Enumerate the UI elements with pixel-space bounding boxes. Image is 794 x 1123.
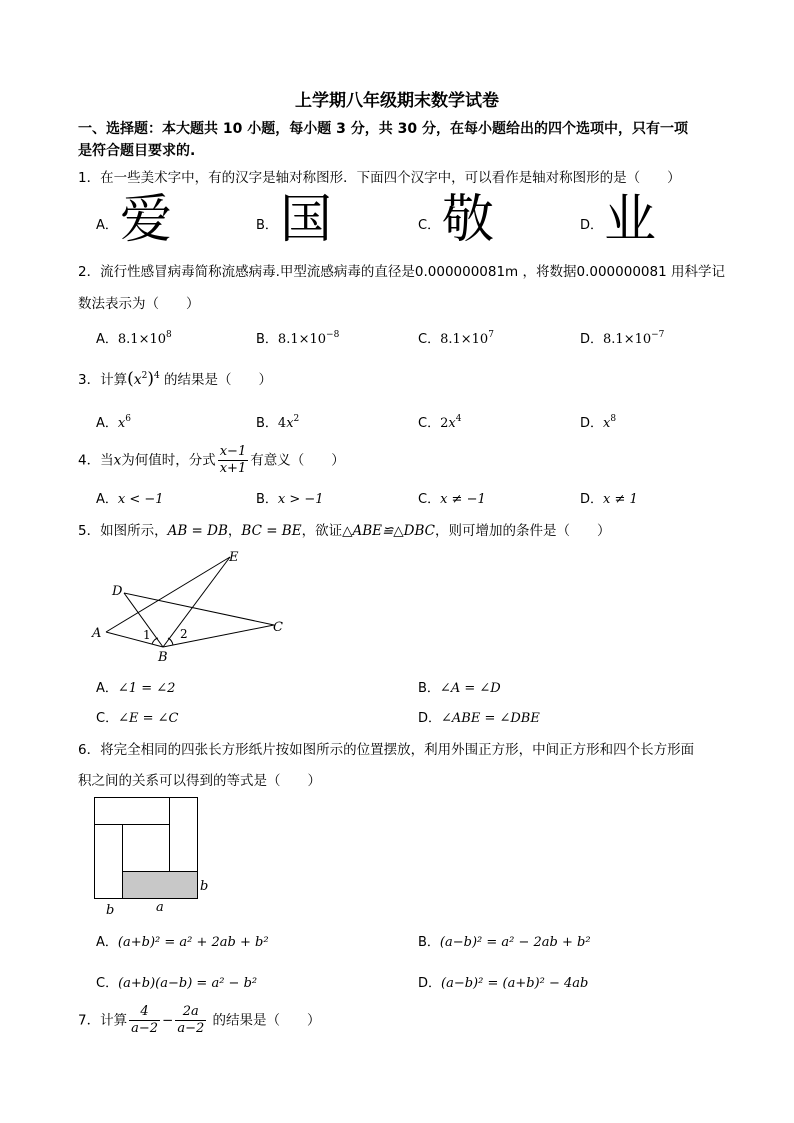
q2-option-d-base: 8.1×10 [603, 332, 652, 347]
q4-fraction [218, 444, 249, 477]
line-DC [124, 593, 274, 625]
q2-option-c-exp: 7 [488, 330, 494, 340]
q6-stem-line1: 6．将完全相同的四张长方形纸片按如图所示的位置摆放，利用外围正方形，中间正方形和四个长方形面 [78, 742, 695, 758]
q2-stem-line2: 数法表示为（ ） [78, 296, 200, 312]
label-a: a [156, 900, 164, 915]
q7-stem [78, 1004, 321, 1037]
q2-option-d-exp: −7 [651, 330, 665, 340]
label-C: C [273, 620, 283, 635]
q2-option-a [96, 328, 172, 347]
q3-suffix: 的结果是（ ） [164, 372, 273, 388]
q3-option-c: C．$2x^4$ [418, 414, 462, 431]
section-heading-line2: 是符合题目要求的. [78, 143, 196, 159]
q7-prefix: 7．计算 [78, 1012, 128, 1029]
q4-option-d: D．x ≠ 1 [580, 492, 638, 507]
q5-suffix: ，则可增加的条件是（ ） [435, 523, 611, 539]
q5-triangle-figure [90, 545, 300, 665]
q2-option-d-label: D． [580, 332, 604, 347]
q7-fraction-2: $\frac{2a}{a-2}$ [177, 1004, 205, 1036]
q2-option-b-exp: −8 [326, 330, 340, 340]
q5-option-c: C．∠E = ∠C [96, 711, 179, 726]
q2-option-c-base: 8.1×10 [440, 332, 489, 347]
q1-option-c-label: C． [418, 218, 441, 233]
q6-option-c: C．(a+b)(a−b) = a² − b² [96, 976, 258, 991]
q2-option-c-label: C． [418, 332, 441, 347]
shaded-rectangle [123, 872, 198, 899]
label-b-bottom: b [106, 903, 115, 918]
q4-option-b: B．x > −1 [256, 492, 324, 507]
q5-option-b: B．∠A = ∠D [418, 681, 501, 696]
q1-option-a-char: 爱 [120, 190, 173, 250]
section-heading-line1: 一、选择题：本大题共 10 小题，每小题 3 分，共 30 分，在每小题给出的四个选项中，只有一项 [78, 121, 688, 137]
q5-mid: ，欲证 [301, 523, 343, 539]
q2-option-a-exp: 8 [166, 330, 172, 340]
q1-option-d-label: D． [580, 218, 604, 233]
q1-option-d-char: 业 [604, 190, 657, 250]
q2-stem-line1: 2．流行性感冒病毒简称流感病毒.甲型流感病毒的直径是0.000000081m ，将数据0.000000081 用科学记 [78, 264, 725, 280]
q6-option-a: A．(a+b)² = a² + 2ab + b² [96, 935, 269, 950]
q2-option-b-label: B． [256, 332, 278, 347]
q6-option-b: B．(a−b)² = a² − 2ab + b² [418, 935, 591, 950]
q7-fraction-1: $\frac{4}{a-2}$ [131, 1004, 159, 1036]
q5-cond2: BC = BE [241, 523, 302, 539]
q2-option-a-label: A． [96, 332, 118, 347]
label-angle2: 2 [180, 627, 188, 641]
q1-option-a-label: A． [96, 218, 118, 233]
q4-suffix: 有意义（ ） [250, 452, 345, 469]
q5-prefix: 5．如图所示， [78, 523, 168, 539]
q2-option-c [418, 328, 494, 347]
q1-option-b-char: 国 [280, 190, 333, 250]
q2-option-b-base: 8.1×10 [277, 332, 327, 347]
q6-option-d: D．(a−b)² = (a+b)² − 4ab [418, 976, 589, 991]
q6-stem-line2: 积之间的关系可以得到的等式是（ ） [78, 773, 321, 789]
q3-prefix: 3．计算 [78, 372, 128, 388]
q7-suffix: 的结果是（ ） [212, 1012, 321, 1029]
q7-minus: − [162, 1012, 174, 1029]
q3-option-b: B．$4x^2$ [256, 414, 300, 431]
q5-option-a: A．∠1 = ∠2 [96, 681, 176, 696]
q5-option-d: D．∠ABE = ∠DBE [418, 711, 540, 726]
q1-option-b-label: B． [256, 218, 278, 233]
q2-option-d [580, 328, 664, 347]
label-D: D [112, 584, 123, 599]
q4-prefix: 4．当 [78, 452, 114, 469]
label-A: A [92, 626, 102, 641]
line-EB [163, 557, 230, 647]
label-E: E [229, 550, 239, 565]
q5-cond1: AB = DB [167, 523, 228, 539]
label-B: B [158, 650, 168, 665]
q3-option-d: D．$x^8$ [580, 414, 617, 431]
q4-option-a: A．x < −1 [96, 492, 164, 507]
q6-square-figure [90, 793, 220, 919]
page-title: 上学期八年级期末数学试卷 [295, 91, 499, 111]
q4-var: x [113, 452, 122, 469]
q5-stem [78, 519, 611, 539]
label-angle1: 1 [143, 628, 151, 642]
q5-proof: △ABE≌△DBC [342, 523, 436, 539]
q4-stem [78, 444, 345, 477]
q3-option-a: A．$x^6$ [96, 414, 131, 431]
q4-mid: 为何值时，分式 [121, 452, 216, 469]
q3-stem [78, 368, 272, 389]
q2-option-a-base: 8.1×10 [117, 332, 167, 347]
q1-stem: 1．在一些美术字中，有的汉字是轴对称图形．下面四个汉字中，可以看作是轴对称图形的是（ ） [78, 170, 681, 186]
label-b-right: b [200, 879, 209, 894]
q2-option-b [256, 328, 339, 347]
q1-option-c-char: 敬 [442, 190, 495, 250]
q4-denominator: x+1 [219, 461, 247, 476]
q4-numerator: x−1 [219, 444, 247, 459]
q4-option-c: C．x ≠ −1 [418, 492, 486, 507]
q5-sep: ， [227, 523, 242, 539]
q3-expression: $(x^2)^4$ [127, 369, 160, 389]
